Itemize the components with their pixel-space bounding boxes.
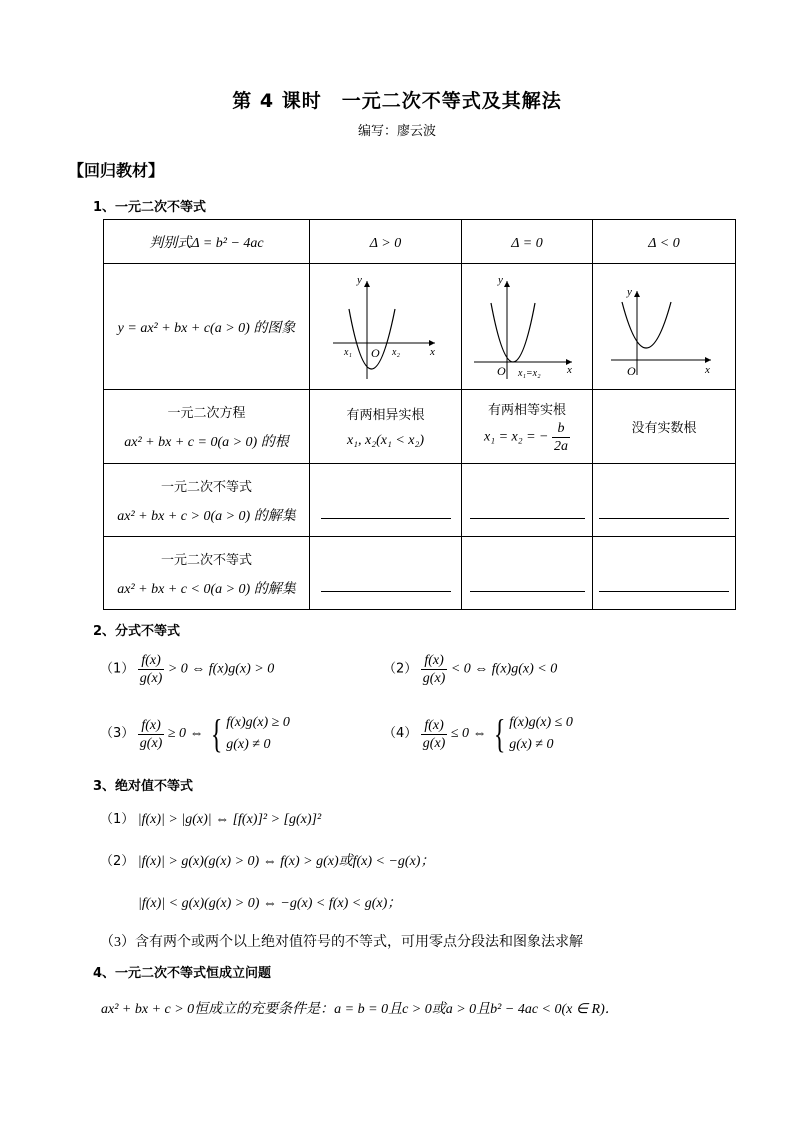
root-x2-label: x₂ [391, 346, 400, 358]
quadratic-table [103, 219, 736, 610]
page-title: 第 4 课时 一元二次不等式及其解法 [232, 90, 562, 112]
cell-delta-negative: Δ < 0 [593, 220, 736, 264]
parabola-one-root-graph [472, 269, 582, 381]
cell-equal-roots: 有两相等实根 x₁ = x₂ = − $\frac{b}{2a}$ [462, 390, 593, 464]
heading-fractional-inequality: 2、分式不等式 [93, 624, 181, 639]
origin-label: O [370, 345, 380, 360]
abs-line-2: （2） |f(x)| > g(x)(g(x) > 0) ⇔ f(x) > g(x)或f(x) < −g(x)； [100, 854, 435, 869]
answer-blank-lt-2[interactable] [462, 537, 593, 610]
section-title: 【回归教材】 [68, 161, 165, 180]
y-axis-label: y [627, 285, 632, 298]
fraction-item-4: （4） $\frac{f(x)}{g(x)}$ ≤ 0 ⇔ { f(x)g(x) ≤ 0 g(x) ≠ 0 [383, 711, 573, 756]
cell-no-real-root: 没有实数根 [593, 390, 736, 464]
author-line: 编写：廖云波 [357, 124, 436, 139]
heading-absolute-inequality: 3、绝对值不等式 [93, 779, 194, 794]
y-axis-label: y [498, 273, 503, 286]
cell-graph-one-root [462, 264, 593, 390]
fraction-item-2: （2） $\frac{f(x)}{g(x)}$ < 0 ⇔ f(x)g(x) < 0 [383, 653, 558, 686]
abs-line-1: （1） |f(x)| > |g(x)| ⇔ [f(x)]² > [g(x)]² [100, 812, 322, 827]
x-axis-label: x [429, 345, 435, 358]
abs-line-4: （3）含有两个或两个以上绝对值符号的不等式，可用零点分段法和图象法求解 [100, 935, 583, 950]
heading-quadratic-inequality: 1、一元二次不等式 [93, 200, 207, 215]
double-root-label: x₁=x₂ [518, 367, 541, 379]
cell-gt-label: 一元二次不等式 ax² + bx + c > 0(a > 0) 的解集 [104, 464, 310, 537]
cell-graph-label: y = ax² + bx + c(a > 0) 的图象 [104, 264, 310, 390]
cell-equation-label: 一元二次方程 ax² + bx + c = 0(a > 0) 的根 [104, 390, 310, 464]
answer-blank-lt-3[interactable] [593, 537, 736, 610]
x-axis-label: x [705, 363, 710, 376]
cell-distinct-roots: 有两相异实根 x₁, x₂(x₁ < x₂) [310, 390, 462, 464]
cell-graph-two-roots [310, 264, 462, 390]
cell-discriminant: 判别式Δ = b² − 4ac [104, 220, 310, 264]
fraction-item-3: （3） $\frac{f(x)}{g(x)}$ ≥ 0 ⇔ { f(x)g(x) ≥ 0 g(x) ≠ 0 [100, 711, 290, 756]
answer-blank-gt-2[interactable] [462, 464, 593, 537]
answer-blank-gt-1[interactable] [310, 464, 462, 537]
always-true-condition: ax² + bx + c > 0恒成立的充要条件是：a = b = 0且c > 0或a > 0且b² − 4ac < 0(x ∈ R)． [101, 1002, 619, 1017]
root-x1-label: x₁ [343, 346, 352, 358]
origin-label: O [627, 363, 636, 378]
x-axis-label: x [567, 363, 572, 376]
origin-label: O [497, 363, 506, 378]
answer-blank-lt-1[interactable] [310, 537, 462, 610]
cell-lt-label: 一元二次不等式 ax² + bx + c < 0(a > 0) 的解集 [104, 537, 310, 610]
fraction-item-1: （1） $\frac{f(x)}{g(x)}$ > 0 ⇔ f(x)g(x) > 0 [100, 653, 275, 686]
cell-delta-zero: Δ = 0 [462, 220, 593, 264]
y-axis-label: y [356, 273, 362, 286]
cell-delta-positive: Δ > 0 [310, 220, 462, 264]
answer-blank-gt-3[interactable] [593, 464, 736, 537]
parabola-no-root-graph [609, 269, 719, 381]
abs-line-3: |f(x)| < g(x)(g(x) > 0) ⇔ −g(x) < f(x) < g(x)； [138, 896, 402, 911]
parabola-two-roots-graph [331, 269, 441, 381]
heading-always-true: 4、一元二次不等式恒成立问题 [93, 966, 272, 981]
cell-graph-no-root [593, 264, 736, 390]
